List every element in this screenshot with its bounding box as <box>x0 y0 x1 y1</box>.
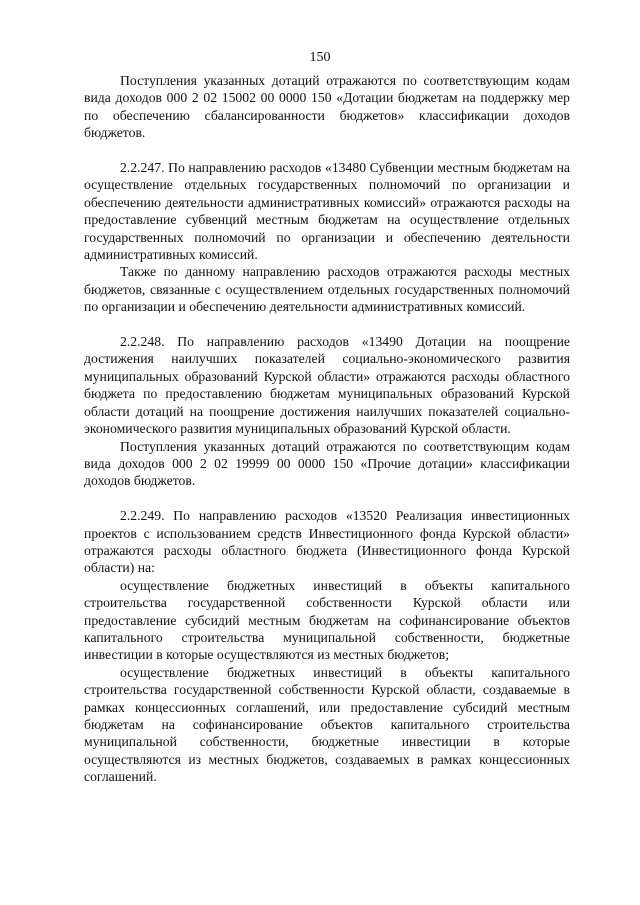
paragraph-2-2-247: 2.2.247. По направлению расходов «13480 Субвенции местным бюджетам на осуществление отдельных государственных полномочий по организации и обеспечению деятельности административных комиссий» отражаются расходы на предоставление субвенций местным бюджетам на осуществление отдельных государственных полномочий по организации и обеспечению деятельности административных комиссий. <box>84 160 570 263</box>
paragraph-grants-income-codes: Поступления указанных дотаций отражаются по соответствующим кодам вида доходов 000 2 02 15002 00 0000 150 «Дотации бюджетам на поддержку мер по обеспечению сбалансированности бюджетов» классификации доходов бюджетов. <box>84 73 570 141</box>
paragraph-2-2-249: 2.2.249. По направлению расходов «13520 Реализация инвестиционных проектов с использованием средств Инвестиционного фонда Курской области» отражаются расходы областного бюджета (Инвестиционного фонда Курской области) на: <box>84 508 570 576</box>
page-number: 150 <box>309 50 331 65</box>
document-body <box>84 72 570 786</box>
paragraph-other-grants-income-codes: Поступления указанных дотаций отражаются по соответствующим кодам вида доходов 000 2 02 19999 00 0000 150 «Прочие дотации» классификации доходов бюджетов. <box>84 438 570 489</box>
paragraph-investment-item-1: осуществление бюджетных инвестиций в объекты капитального строительства государственной собственности Курской области или предоставление субсидий местным бюджетам на софинансирование объектов капитального строительства муниципальной собственности, бюджетные инвестиции в которые осуществляются из местных бюджетов; <box>84 577 570 663</box>
paragraph-local-budget-expenses: Также по данному направлению расходов отражаются расходы местных бюджетов, связанные с осуществлением отдельных государственных полномочий по организации и обеспечению деятельности административных комиссий. <box>84 264 570 315</box>
paragraph-2-2-248: 2.2.248. По направлению расходов «13490 Дотации на поощрение достижения наилучших показателей социально-экономического развития муниципальных образований Курской области» отражаются расходы областного бюджета по предоставлению бюджетам муниципальных образований Курской области дотаций на поощрение достижения наилучших показателей социально-экономического развития муниципальных образований Курской области. <box>84 334 570 437</box>
paragraph-investment-item-2: осуществление бюджетных инвестиций в объекты капитального строительства государственной собственности Курской области, создаваемые в рамках концессионных соглашений, или предоставление субсидий местным бюджетам на софинансирование объектов капитального строительства муниципальной собственности, бюджетные инвестиции в которые осуществляются из местных бюджетов, создаваемых в рамках концессионных соглашений. <box>84 664 570 785</box>
